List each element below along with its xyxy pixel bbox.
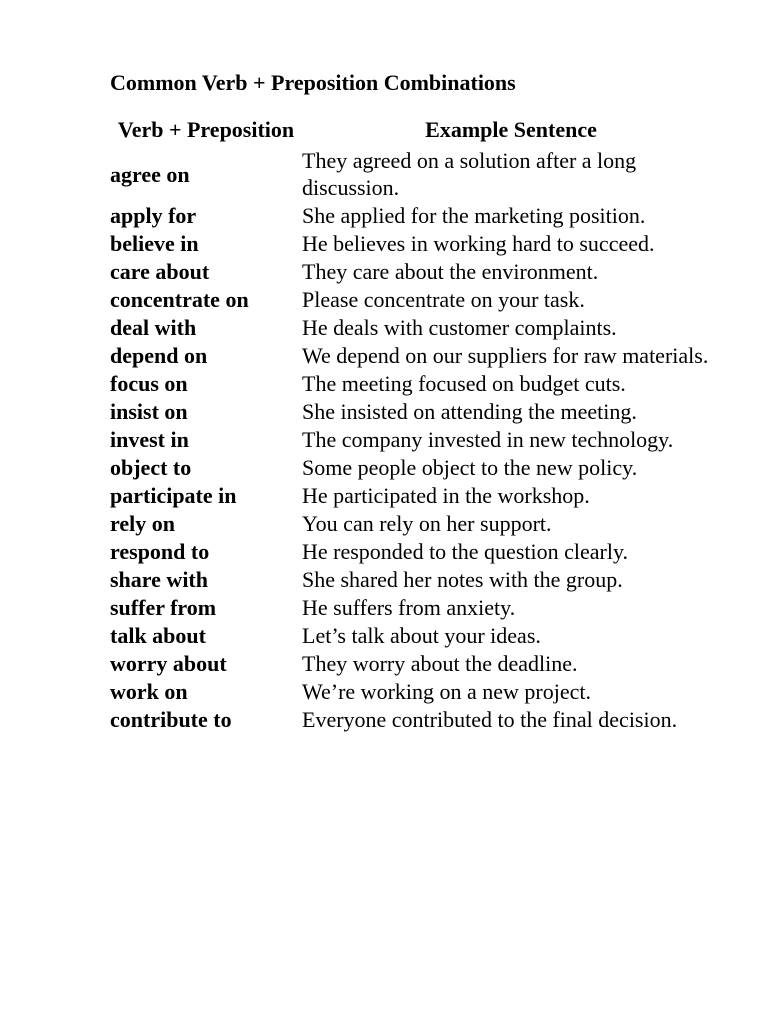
verb-preposition-cell: agree on — [110, 161, 190, 187]
verb-preposition-cell: depend on — [110, 343, 208, 368]
example-sentence-cell: The meeting focused on budget cuts. — [302, 371, 626, 396]
table-row — [110, 538, 720, 566]
table-row — [110, 147, 720, 202]
verb-preposition-cell: participate in — [110, 483, 237, 508]
table-body — [110, 147, 720, 734]
verb-preposition-cell: share with — [110, 567, 208, 592]
example-sentence-cell: He believes in working hard to succeed. — [302, 231, 655, 256]
verb-preposition-cell: believe in — [110, 231, 199, 256]
document-page — [110, 68, 720, 734]
verb-preposition-cell: object to — [110, 455, 192, 480]
table-row — [110, 230, 720, 258]
table-row — [110, 622, 720, 650]
table-row — [110, 258, 720, 286]
table-row — [110, 426, 720, 454]
table-row — [110, 566, 720, 594]
document-title: Common Verb + Preposition Combinations — [110, 70, 516, 95]
verb-preposition-cell: insist on — [110, 399, 188, 424]
example-sentence-cell: He suffers from anxiety. — [302, 595, 516, 620]
example-sentence-cell: We depend on our suppliers for raw materials. — [302, 343, 709, 368]
verb-preposition-cell: focus on — [110, 371, 188, 396]
table-row — [110, 706, 720, 734]
verb-preposition-cell: deal with — [110, 315, 197, 340]
example-sentence-cell: The company invested in new technology. — [302, 427, 674, 452]
verb-preposition-cell: worry about — [110, 651, 227, 676]
example-sentence-cell: He responded to the question clearly. — [302, 539, 629, 564]
example-sentence-cell: We’re working on a new project. — [302, 679, 592, 704]
verb-preposition-cell: suffer from — [110, 595, 217, 620]
table-row — [110, 650, 720, 678]
example-sentence-cell: She insisted on attending the meeting. — [302, 399, 637, 424]
table-row — [110, 482, 720, 510]
example-sentence-cell: He participated in the workshop. — [302, 483, 590, 508]
table-row — [110, 454, 720, 482]
table-row — [110, 510, 720, 538]
example-sentence-cell: They worry about the deadline. — [302, 651, 578, 676]
example-sentence-cell: She shared her notes with the group. — [302, 567, 623, 592]
table-row — [110, 370, 720, 398]
example-sentence-cell: Everyone contributed to the final decision. — [302, 707, 678, 732]
example-sentence-cell: You can rely on her support. — [302, 511, 552, 536]
header-example-sentence: Example Sentence — [425, 117, 597, 142]
verb-preposition-cell: contribute to — [110, 707, 232, 732]
example-sentence-cell: They care about the environment. — [302, 259, 599, 284]
verb-preposition-cell: talk about — [110, 623, 206, 648]
table-row — [110, 202, 720, 230]
table-row — [110, 342, 720, 370]
verb-preposition-cell: rely on — [110, 511, 175, 536]
table-row — [110, 678, 720, 706]
table-row — [110, 314, 720, 342]
table-row — [110, 286, 720, 314]
verb-preposition-table — [110, 116, 720, 734]
verb-preposition-cell: concentrate on — [110, 287, 249, 312]
example-sentence-cell: Some people object to the new policy. — [302, 455, 638, 480]
header-verb-preposition: Verb + Preposition — [117, 117, 295, 142]
example-sentence-cell: They agreed on a solution after a long discussion. — [302, 148, 637, 200]
table-row — [110, 594, 720, 622]
verb-preposition-cell: invest in — [110, 427, 189, 452]
verb-preposition-cell: care about — [110, 259, 210, 284]
table-row — [110, 398, 720, 426]
verb-preposition-cell: work on — [110, 679, 188, 704]
example-sentence-cell: He deals with customer complaints. — [302, 315, 617, 340]
verb-preposition-cell: apply for — [110, 203, 197, 228]
example-sentence-cell: Let’s talk about your ideas. — [302, 623, 541, 648]
verb-preposition-cell: respond to — [110, 539, 210, 564]
example-sentence-cell: She applied for the marketing position. — [302, 203, 646, 228]
table-header-row — [110, 116, 720, 147]
example-sentence-cell: Please concentrate on your task. — [302, 287, 585, 312]
